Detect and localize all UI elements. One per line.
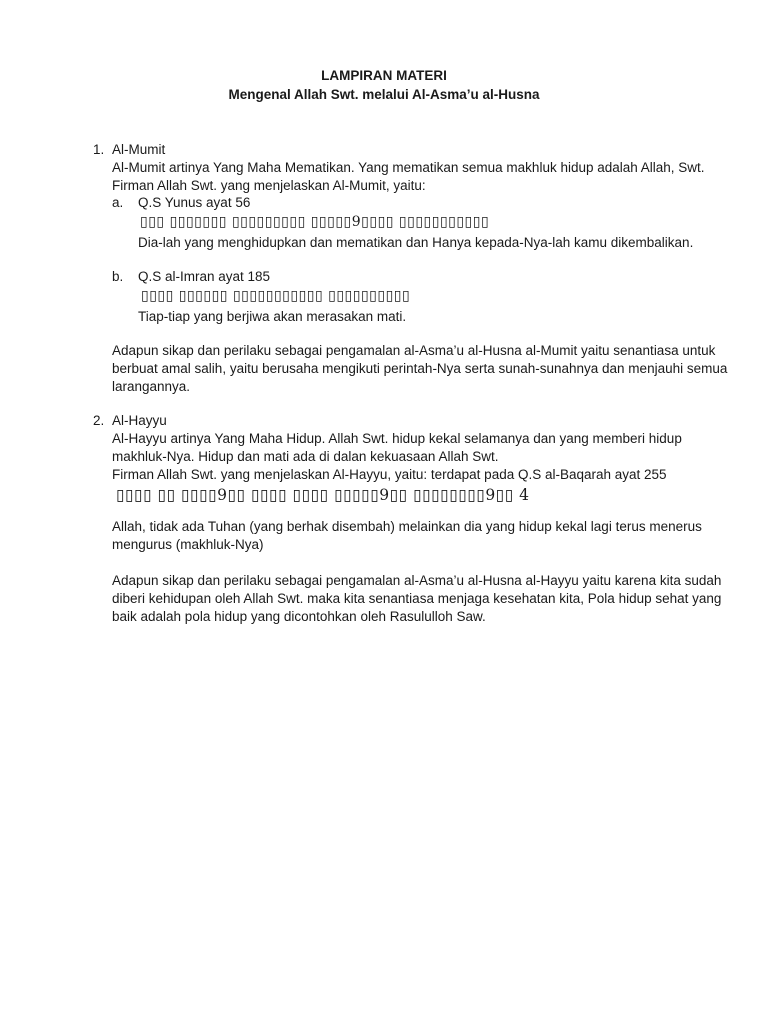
subitem-b-translation: Tiap-tiap yang berjiwa akan merasakan mati. xyxy=(138,309,407,324)
section-2-intro-line: Al-Hayyu artinya Yang Maha Hidup. Allah Swt. hidup kekal selamanya dan yang memberi hidup xyxy=(112,431,682,446)
subitem-b-reference: Q.S al-Imran ayat 185 xyxy=(138,269,271,284)
section-1-intro-line: Firman Allah Swt. yang menjelaskan Al-Mumit, yaitu: xyxy=(112,178,426,193)
section-2-translation-line: Allah, tidak ada Tuhan (yang berhak disembah) melainkan dia yang hidup kekal lagi terus menerus xyxy=(112,519,702,534)
section-2-intro-line: Firman Allah Swt. yang menjelaskan Al-Hayyu, yaitu: terdapat pada Q.S al-Baqarah ayat 255 xyxy=(112,467,667,482)
section-2-closing-line: diberi kehidupan oleh Allah Swt. maka kita senantiasa menjaga kesehatan kita, Pola hidup sehat yang xyxy=(112,591,722,606)
subitem-b-marker: b. xyxy=(112,269,124,284)
document-title: LAMPIRAN MATERI xyxy=(321,68,447,83)
section-1-closing-line: berbuat amal salih, yaitu berusaha mengikuti perintah-Nya serta sunah-sunahnya dan menjauhi semua xyxy=(112,361,728,376)
section-1-closing-line: larangannya. xyxy=(112,379,191,394)
section-2-arabic-verse: ▯▯▯▯ ▯▯ ▯▯▯▯9▯▯ ▯▯▯▯ ▯▯▯▯ ▯▯▯▯▯9▯▯ ▯▯▯▯▯▯▯▯9▯▯ 4 xyxy=(116,486,530,504)
section-2-number: 2. xyxy=(93,413,105,428)
section-1-intro-line: Al-Mumit artinya Yang Maha Mematikan. Yang mematikan semua makhluk hidup adalah Allah, Swt. xyxy=(112,160,705,175)
subitem-a-translation: Dia-lah yang menghidupkan dan mematikan dan Hanya kepada-Nya-lah kamu dikembalikan. xyxy=(138,235,694,250)
section-2-translation-line: mengurus (makhluk-Nya) xyxy=(112,537,264,552)
subitem-a-reference: Q.S Yunus ayat 56 xyxy=(138,195,251,210)
section-1-heading: Al-Mumit xyxy=(112,142,166,157)
subitem-b-arabic-verse: ▯▯▯▯ ▯▯▯▯▯▯ ▯▯▯▯▯▯▯▯▯▯▯ ▯▯▯▯▯▯▯▯▯▯ xyxy=(141,288,411,304)
section-1-closing-line: Adapun sikap dan perilaku sebagai pengamalan al-Asma’u al-Husna al-Mumit yaitu senantiasa untuk xyxy=(112,343,716,358)
section-2-closing-line: Adapun sikap dan perilaku sebagai pengamalan al-Asma’u al-Husna al-Hayyu yaitu karena kita sudah xyxy=(112,573,722,588)
section-1-number: 1. xyxy=(93,142,105,157)
section-2-heading: Al-Hayyu xyxy=(112,413,167,428)
section-2-closing-line: baik adalah pola hidup yang dicontohkan oleh Rasululloh Saw. xyxy=(112,609,486,624)
document-subtitle: Mengenal Allah Swt. melalui Al-Asma’u al-Husna xyxy=(228,87,540,102)
section-2-intro-line: makhluk-Nya. Hidup dan mati ada di dalan kekuasaan Allah Swt. xyxy=(112,449,499,464)
subitem-a-marker: a. xyxy=(112,195,124,210)
subitem-a-arabic-verse: ▯▯▯ ▯▯▯▯▯▯▯ ▯▯▯▯▯▯▯▯▯ ▯▯▯▯▯9▯▯▯▯ ▯▯▯▯▯▯▯▯▯▯▯ xyxy=(140,214,490,230)
